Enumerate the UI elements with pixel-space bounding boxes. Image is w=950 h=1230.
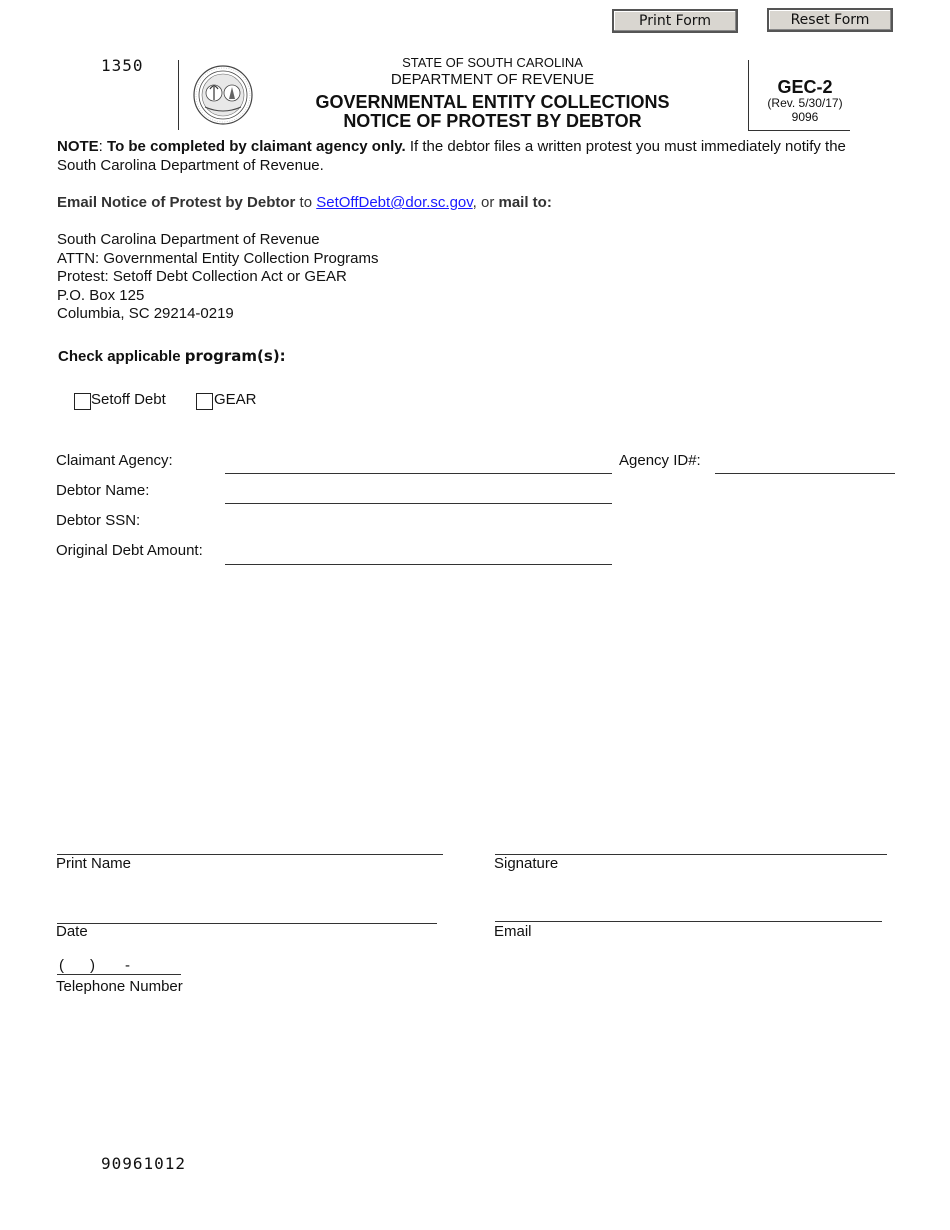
address-line2: ATTN: Governmental Entity Collection Programs <box>57 249 379 267</box>
gear-checkbox[interactable] <box>196 393 213 410</box>
email-lead: Email Notice of Protest by Debtor <box>57 194 296 211</box>
gear-label: GEAR <box>214 391 257 408</box>
date-label: Date <box>56 923 88 940</box>
programs-heading <box>58 347 286 365</box>
form-number: 9096 <box>791 110 819 124</box>
header-rule-right <box>748 130 850 131</box>
email-or: , or <box>472 194 499 211</box>
form-id: GEC-2 <box>777 77 833 97</box>
note-label: NOTE <box>57 138 99 155</box>
header-divider-left <box>178 60 179 130</box>
setoff-debt-checkbox[interactable] <box>74 393 91 410</box>
debtor-name-label: Debtor Name: <box>56 482 150 499</box>
telephone-input[interactable] <box>57 957 181 975</box>
original-debt-input[interactable] <box>225 564 612 565</box>
telephone-label: Telephone Number <box>56 978 183 995</box>
email-link[interactable]: SetOffDebt@dor.sc.gov <box>316 194 473 211</box>
address-line1: South Carolina Department of Revenue <box>57 231 320 248</box>
department-name: DEPARTMENT OF REVENUE <box>390 71 595 88</box>
email-input[interactable] <box>495 921 882 922</box>
phone-mask-close: ) <box>90 957 95 974</box>
debtor-ssn-label: Debtor SSN: <box>56 512 141 529</box>
phone-mask-open: ( <box>59 957 64 974</box>
programs-heading-b: program(s): <box>184 347 286 365</box>
date-input[interactable] <box>57 923 437 924</box>
agency-id-input[interactable] <box>715 473 895 474</box>
note-bold-text: To be completed by claimant agency only. <box>107 138 406 155</box>
form-code-top: 1350 <box>101 56 144 75</box>
print-form-button[interactable]: Print Form <box>612 9 738 33</box>
mailing-address <box>57 231 379 324</box>
programs-heading-a: Check applicable <box>58 348 185 365</box>
reset-form-button[interactable]: Reset Form <box>767 8 893 32</box>
agency-id-label: Agency ID#: <box>619 452 701 469</box>
form-title-line2: NOTICE OF PROTEST BY DEBTOR <box>343 111 642 131</box>
original-debt-label: Original Debt Amount: <box>56 542 203 559</box>
address-line5: Columbia, SC 29214-0219 <box>57 305 234 322</box>
print-name-label: Print Name <box>56 855 132 872</box>
email-label: Email <box>494 923 532 940</box>
email-to: to <box>295 194 317 211</box>
debtor-ssn-input[interactable] <box>225 510 612 532</box>
form-revision: (Rev. 5/30/17) <box>767 96 843 110</box>
note-paragraph: NOTE: To be completed by claimant agency only. If the debtor files a written protest you must immediately notify the South Carolina Department of Revenue. <box>57 138 846 174</box>
form-title-line1: GOVERNMENTAL ENTITY COLLECTIONS <box>315 92 670 112</box>
note-text: If the debtor files a written protest you must immediately notify the South Carolina Department of Revenue. <box>57 138 846 174</box>
debtor-name-input[interactable] <box>225 503 612 504</box>
footer-form-code: 90961012 <box>101 1154 187 1173</box>
address-line3: Protest: Setoff Debt Collection Act or GEAR <box>57 268 347 285</box>
email-instruction <box>57 194 887 213</box>
state-seal-icon <box>193 65 253 125</box>
setoff-debt-label: Setoff Debt <box>91 391 166 408</box>
claimant-agency-label: Claimant Agency: <box>56 452 173 469</box>
address-line4: P.O. Box 125 <box>57 286 145 304</box>
mail-to-label: mail to: <box>498 194 552 211</box>
phone-mask-dash: - <box>125 957 130 974</box>
state-name: STATE OF SOUTH CAROLINA <box>402 55 583 70</box>
claimant-agency-input[interactable] <box>225 473 612 474</box>
signature-label: Signature <box>494 855 559 872</box>
header-divider-right <box>748 60 749 130</box>
